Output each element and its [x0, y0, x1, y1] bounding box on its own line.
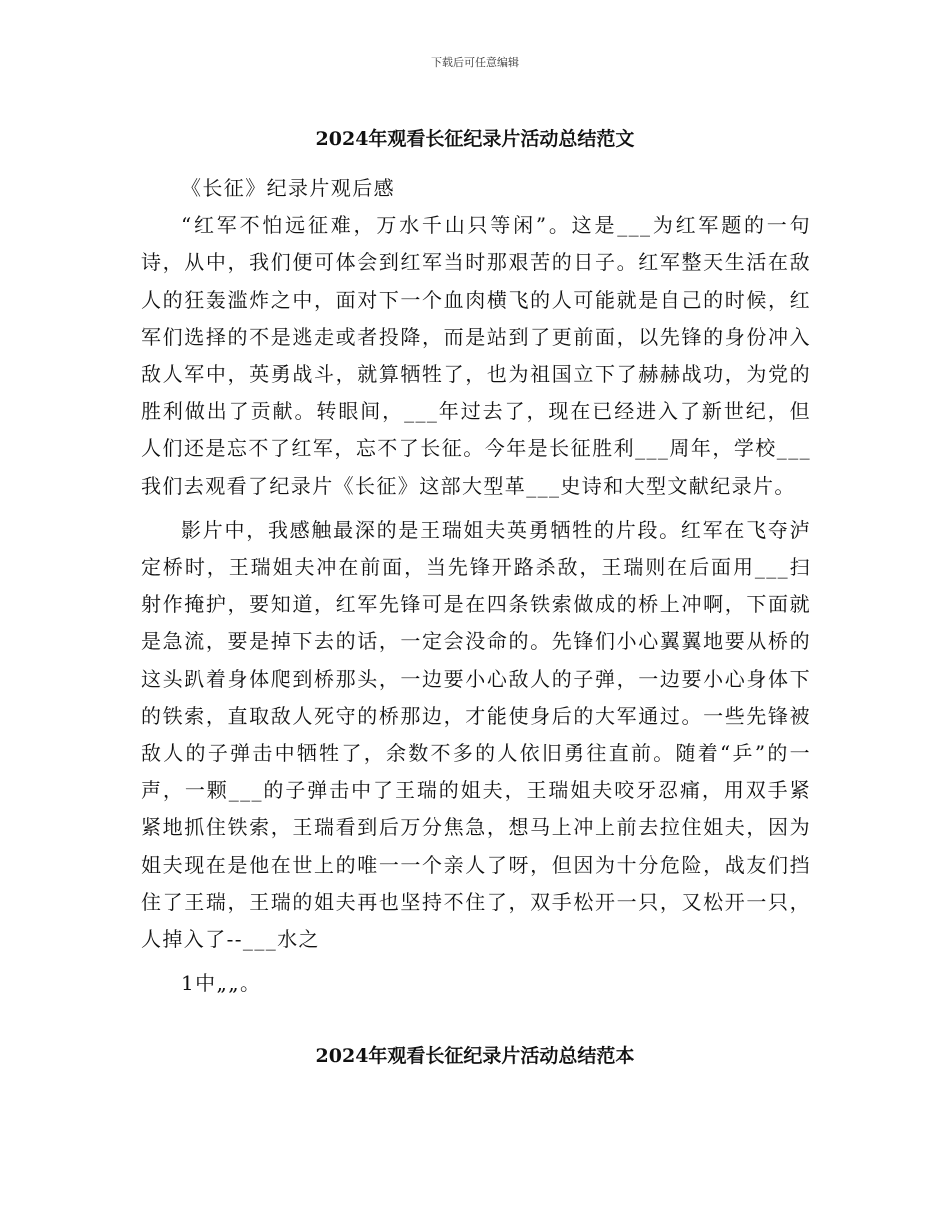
document-body	[141, 170, 811, 1002]
subheading: 《长征》纪录片观后感	[181, 176, 395, 200]
paragraph-2: 影片中，我感触最深的是王瑞姐夫英勇牺牲的片段。红军在飞夺泸定桥时，王瑞姐夫冲在前面，当先锋开路杀敌，王瑞则在后面用___扫射作掩护，要知道，红军先锋可是在四条铁索做成的桥上冲啊，下面就是急流，要是掉下去的话，一定会没命的。先锋们小心翼翼地要从桥的这头趴着身体爬到桥那头，一边要小心敌人的子弹，一边要小心身体下的铁索，直取敌人死守的桥那边，才能使身后的大军通过。一些先锋被敌人的子弹击中牺牲了，余数不多的人依旧勇往直前。随着“乒”的一声，一颗___的子弹击中了王瑞的姐夫，王瑞姐夫咬牙忍痛，用双手紧紧地抓住铁索，王瑞看到后万分焦急，想马上冲上前去拉住姐夫，因为姐夫现在是他在世上的唯一一个亲人了呀，但因为十分危险，战友们挡住了王瑞，王瑞的姐夫再也坚持不住了，双手松开一只，又松开一只，人掉入了--___水之	[141, 517, 811, 952]
next-document-title: 2024年观看长征纪录片活动总结范本	[315, 1045, 635, 1067]
page-header: 下载后可任意编辑	[431, 56, 519, 69]
closing-line: 1中„„。	[181, 971, 262, 996]
paragraph-1: “红军不怕远征难，万水千山只等闲”。这是___为红军题的一句诗，从中，我们便可体会到红军当时那艰苦的日子。红军整天生活在敌人的狂轰滥炸之中，面对下一个血肉横飞的人可能就是自己的时候，红军们选择的不是逃走或者投降，而是站到了更前面，以先锋的身份冲入敌人军中，英勇战斗，就算牺牲了，也为祖国立下了赫赫战功，为党的胜利做出了贡献。转眼间，___年过去了，现在已经进入了新世纪，但人们还是忘不了红军，忘不了长征。今年是长征胜利___周年，学校___我们去观看了纪录片《长征》这部大型革___史诗和大型文献纪录片。	[141, 213, 811, 498]
document-title: 2024年观看长征纪录片活动总结范文	[315, 128, 635, 150]
